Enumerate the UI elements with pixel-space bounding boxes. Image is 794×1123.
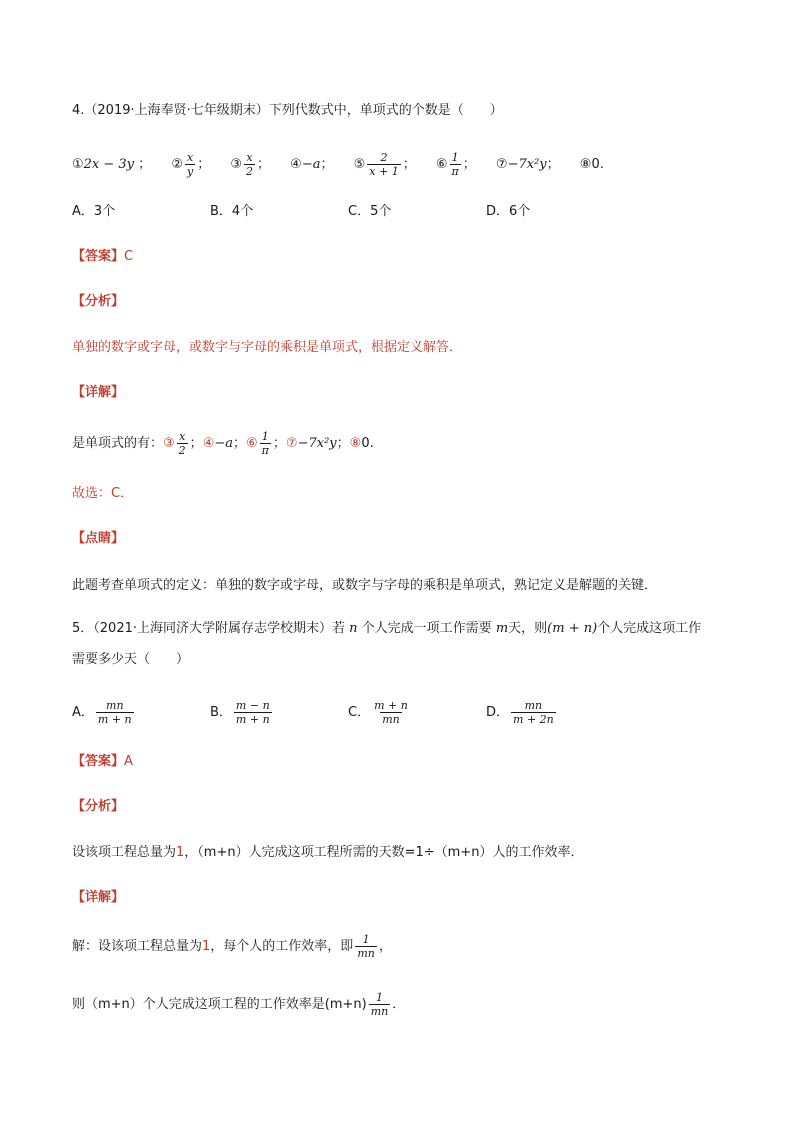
q4-option-b: B．4个: [210, 204, 254, 219]
q4-answer: 【答案】C: [72, 249, 134, 264]
fraction: $\frac{1}{mn}$: [357, 933, 375, 960]
fraction: $\frac{m + n}{mn}$: [374, 699, 408, 726]
q4-option-c: C．5个: [348, 204, 392, 219]
q4-option-a: A．3个: [72, 204, 116, 219]
q4-item-1: ①2x − 3y ；: [72, 157, 152, 172]
q4-item-6: ⑥ $\frac{1}{\pi}$ ；: [435, 151, 476, 178]
q4-item-8: ⑧0.: [579, 157, 604, 172]
q4-analysis-label: 【分析】: [72, 294, 125, 309]
q5-stem: 5．（2021·上海同济大学附属存志学校期末）若 n 个人完成一项工作需要 m天，则(m + n)个人完成这项工作: [72, 621, 702, 636]
q4-items: [72, 150, 620, 180]
q4-detail-label: 【详解】: [72, 385, 125, 400]
q4-item-3: ③ $\frac{x}{2}$ ；: [230, 151, 271, 178]
q5-detail-label: 【详解】: [72, 890, 125, 905]
q4-item-4: ④−a；: [290, 157, 334, 172]
q4-analysis: 单独的数字或字母，或数字与字母的乘积是单项式，根据定义解答．: [72, 340, 463, 355]
fraction: $\frac{2}{x + 1}$: [369, 151, 399, 178]
q5-option-c: C． $\frac{m + n}{mn}$: [348, 699, 408, 726]
q5-analysis: 设该项工程总量为1，（m+n）人完成这项工程所需的天数=1÷（m+n）人的工作效率．: [72, 845, 584, 860]
q4-detail: 是单项式的有：③ $\frac{x}{2}$ ；④−a；⑥ $\frac{1}{\pi}$ ；⑦−7x²y；⑧0.: [72, 430, 374, 457]
q4-choice: 故选：C．: [72, 486, 134, 501]
fraction: $\frac{x}{2}$: [246, 151, 254, 178]
fraction: $\frac{x}{2}$: [178, 430, 186, 457]
q5-answer: 【答案】A: [72, 754, 133, 769]
q4-comment-label: 【点睛】: [72, 531, 125, 546]
q5-stem-line2: 需要多少天（ ）: [72, 652, 190, 667]
q4-item-5: ⑤ $\frac{2}{x + 1}$ ；: [353, 151, 416, 178]
fraction: $\frac{m - n}{m + n}$: [235, 699, 270, 726]
fraction: $\frac{1}{\pi}$: [451, 151, 459, 178]
q4-item-2: ② $\frac{x}{y}$ ；: [171, 151, 211, 178]
q4-stem: 4.（2019·上海奉贤·七年级期末）下列代数式中，单项式的个数是（ ）: [72, 103, 503, 118]
q5-option-b: B． $\frac{m - n}{m + n}$: [210, 699, 270, 726]
fraction: $\frac{mn}{m + n}$: [97, 699, 132, 726]
fraction: $\frac{mn}{m + 2n}$: [513, 699, 554, 726]
q5-option-d: D． $\frac{mn}{m + 2n}$: [486, 699, 554, 726]
q5-detail-1: 解：设该项工程总量为1，每个人的工作效率，即 $\frac{1}{mn}$ ，: [72, 933, 392, 960]
q5-option-a: A． $\frac{mn}{m + n}$: [72, 699, 132, 726]
q5-analysis-label: 【分析】: [72, 799, 125, 814]
q5-detail-2: 则（m+n）个人完成这项工程的工作效率是(m+n) $\frac{1}{mn}$ ．: [72, 991, 406, 1018]
q4-option-d: D．6个: [486, 204, 531, 219]
fraction: $\frac{1}{\pi}$: [261, 430, 269, 457]
q4-item-7: ⑦−7x²y；: [495, 157, 560, 172]
q4-comment: 此题考查单项式的定义：单独的数字或字母，或数字与字母的乘积是单项式，熟记定义是解题的关键．: [72, 578, 658, 593]
fraction: $\frac{x}{y}$: [186, 151, 194, 178]
fraction: $\frac{1}{mn}$: [370, 991, 389, 1018]
